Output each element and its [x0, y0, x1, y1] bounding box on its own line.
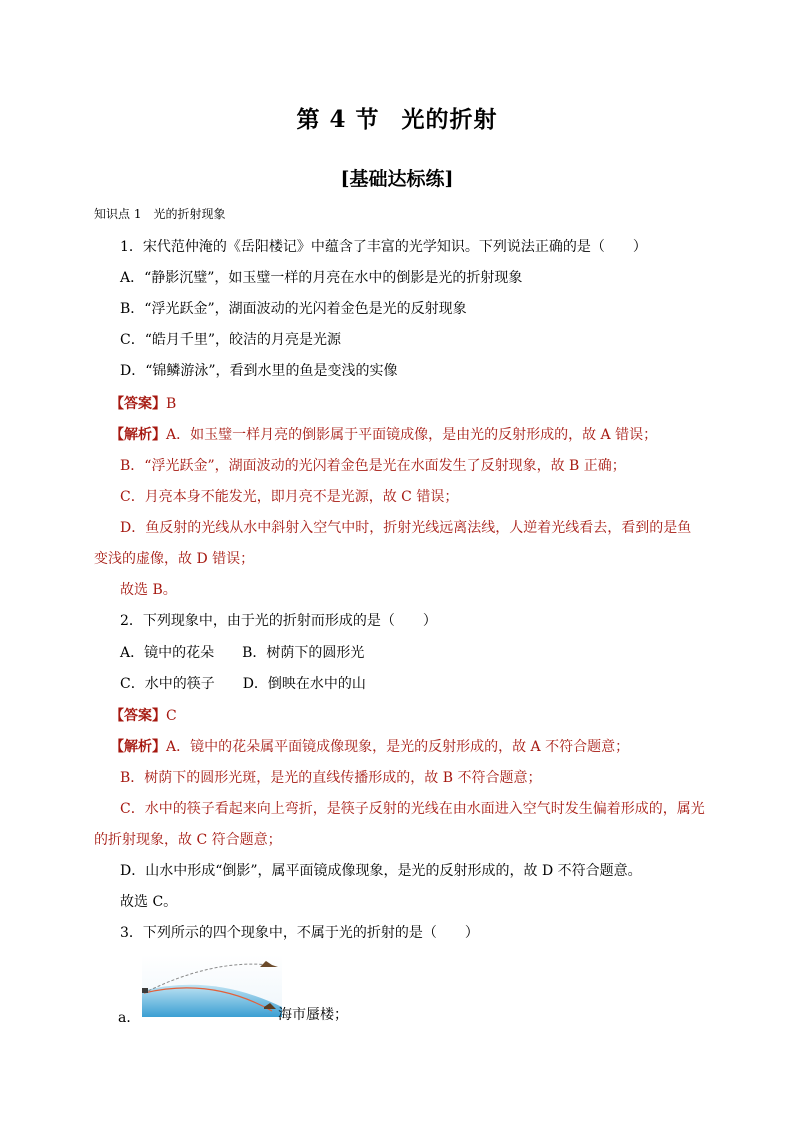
- q2-analysis-c-line1: C．水中的筷子看起来向上弯折，是筷子反射的光线在由水面进入空气时发生偏着形成的，属光: [120, 801, 705, 817]
- q2-options-cd: C．水中的筷子 D．倒映在水中的山: [120, 676, 366, 692]
- q1-analysis-a-text: A．如玉璧一样月亮的倒影属于平面镜成像，是由光的反射形成的，故 A 错误；: [166, 427, 658, 443]
- q2-answer-label: 【答案】: [110, 708, 166, 724]
- title-topic: 光的折射: [401, 106, 498, 133]
- q1-option-a: A．“静影沉璧”，如玉璧一样的月亮在水中的倒影是光的折射现象: [120, 270, 523, 286]
- q1-analysis-c: C．月亮本身不能发光，即月亮不是光源，故 C 错误；: [120, 489, 459, 505]
- q2-options-ab: A．镜中的花朵 B．树荫下的圆形光: [120, 645, 365, 661]
- q3-stem: 3．下列所示的四个现象中，不属于光的折射的是（ ）: [120, 925, 479, 941]
- q1-analysis-b: B．“浮光跃金”，湖面波动的光闪着金色是光在水面发生了反射现象，故 B 正确；: [120, 458, 626, 474]
- q1-option-c: C．“皓月千里”，皎洁的月亮是光源: [120, 332, 342, 348]
- q1-analysis-d-line1: D．鱼反射的光线从水中斜射入空气中时，折射光线远离法线，人逆着光线看去，看到的是鱼: [120, 520, 692, 536]
- q2-answer: [110, 705, 177, 725]
- q2-analysis-d: D．山水中形成“倒影”，属平面镜成像现象，是光的反射形成的，故 D 不符合题意。: [120, 863, 642, 879]
- q3-figure-a: [118, 955, 358, 1025]
- knowledge-point-heading: 知识点 1 光的折射现象: [94, 207, 226, 221]
- page-subtitle: [基础达标练]: [340, 168, 454, 190]
- title-section-number: 第 4 节: [296, 106, 380, 133]
- q1-analysis-a: [110, 424, 657, 444]
- q1-conclusion: 故选 B。: [120, 582, 177, 598]
- q2-conclusion: 故选 C。: [120, 894, 178, 910]
- q1-option-b: B．“浮光跃金”，湖面波动的光闪着金色是光的反射现象: [120, 301, 467, 317]
- q1-answer-value: B: [166, 396, 177, 412]
- q2-analysis-a-text: A．镜中的花朵属平面镜成像现象，是光的反射形成的，故 A 不符合题意；: [166, 739, 630, 755]
- q2-stem: 2．下列现象中，由于光的折射而形成的是（ ）: [120, 613, 437, 629]
- page-title: [0, 101, 794, 134]
- q2-analysis-b: B．树荫下的圆形光斑，是光的直线传播形成的，故 B 不符合题意；: [120, 770, 542, 786]
- q1-answer: [110, 393, 176, 413]
- q1-stem: 1．宋代范仲淹的《岳阳楼记》中蕴含了丰富的光学知识。下列说法正确的是（ ）: [120, 239, 647, 255]
- q1-analysis-label: 【解析】: [110, 427, 166, 443]
- q2-analysis-label: 【解析】: [110, 739, 166, 755]
- q2-answer-value: C: [166, 708, 177, 724]
- q1-analysis-d-line2: 变浅的虚像，故 D 错误；: [94, 551, 255, 567]
- q3-figure-a-letter: a．: [118, 1010, 141, 1026]
- q1-answer-label: 【答案】: [110, 396, 166, 412]
- q1-option-d: D．“锦鳞游泳”，看到水里的鱼是变浅的实像: [120, 363, 398, 379]
- q3-figure-a-caption: 海市蜃楼；: [278, 1007, 348, 1023]
- q2-analysis-a: [110, 736, 629, 756]
- mirage-illustration: [142, 955, 282, 1017]
- q2-analysis-c-line2: 的折射现象，故 C 符合题意；: [94, 832, 282, 848]
